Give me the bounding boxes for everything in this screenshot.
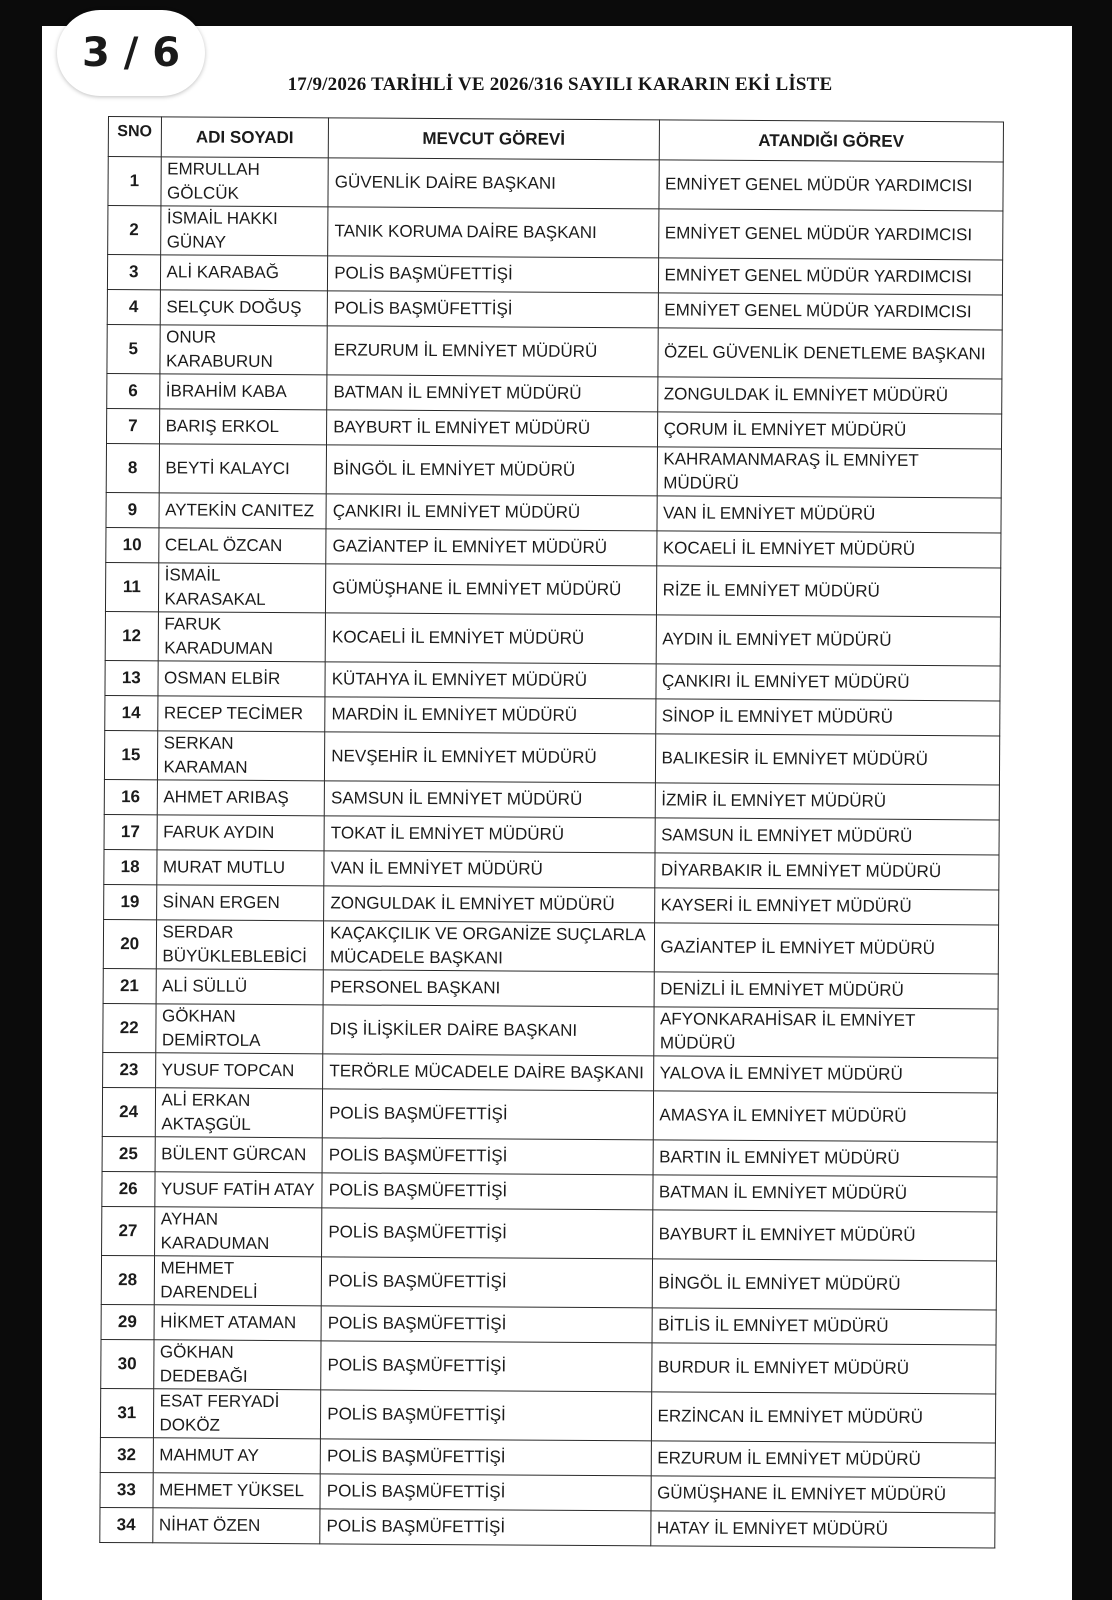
table-row [103,1003,998,1057]
table-row [106,527,1001,567]
cell-name: ONUR KARABURUN [159,325,327,375]
cell-name: CELAL ÖZCAN [158,528,326,564]
cell-name: SELÇUK DOĞUŞ [160,290,328,326]
cell-assigned-position: BURDUR İL EMNİYET MÜDÜRÜ [651,1343,996,1394]
cell-sno: 32 [100,1437,153,1472]
cell-name: AYHAN KARADUMAN [154,1207,322,1257]
cell-name: EMRULLAH GÖLCÜK [160,157,328,207]
cell-sno: 4 [107,289,160,324]
cell-name: RECEP TECİMER [157,696,325,732]
cell-name: FARUK AYDIN [157,815,325,851]
cell-current-position: VAN İL EMNİYET MÜDÜRÜ [324,851,655,888]
table-row [102,1087,997,1141]
cell-current-position: TOKAT İL EMNİYET MÜDÜRÜ [324,816,655,853]
table-row [102,1171,997,1211]
cell-current-position: ZONGULDAK İL EMNİYET MÜDÜRÜ [324,886,655,923]
cell-sno: 12 [105,611,158,660]
cell-assigned-position: SAMSUN İL EMNİYET MÜDÜRÜ [655,818,1000,855]
cell-sno: 9 [106,492,159,527]
cell-current-position: SAMSUN İL EMNİYET MÜDÜRÜ [324,781,655,818]
cell-assigned-position: KOCAELİ İL EMNİYET MÜDÜRÜ [656,531,1001,568]
table-row [105,611,1000,665]
cell-current-position: KÜTAHYA İL EMNİYET MÜDÜRÜ [325,662,656,699]
table-row [102,1206,997,1260]
table-row [103,1052,998,1092]
table-row [103,919,998,973]
cell-sno: 14 [105,695,158,730]
cell-assigned-position: ZONGULDAK İL EMNİYET MÜDÜRÜ [657,377,1002,414]
cell-sno: 21 [103,968,156,1003]
cell-current-position: POLİS BAŞMÜFETTİŞİ [320,1439,651,1476]
cell-name: MAHMUT AY [153,1438,321,1474]
table-row [100,1437,995,1477]
cell-assigned-position: SİNOP İL EMNİYET MÜDÜRÜ [655,699,1000,736]
cell-name: FARUK KARADUMAN [158,612,326,662]
cell-name: MEHMET YÜKSEL [153,1473,321,1509]
table-row [107,324,1002,378]
cell-current-position: BİNGÖL İL EMNİYET MÜDÜRÜ [326,445,657,496]
cell-name: ALİ SÜLLÜ [156,969,324,1005]
cell-current-position: POLİS BAŞMÜFETTİŞİ [322,1138,653,1175]
cell-sno: 3 [107,255,160,290]
page-counter-badge: 3 / 6 [57,10,205,96]
cell-current-position: KOCAELİ İL EMNİYET MÜDÜRÜ [325,613,656,664]
cell-sno: 11 [105,562,158,611]
column-header-assigned-position: ATANDIĞI GÖREV [659,120,1004,162]
cell-name: BÜLENT GÜRCAN [155,1137,323,1173]
cell-current-position: POLİS BAŞMÜFETTİŞİ [322,1208,653,1259]
table-row [108,157,1003,211]
cell-name: YUSUF TOPCAN [155,1053,323,1089]
cell-current-position: POLİS BAŞMÜFETTİŞİ [321,1341,652,1392]
cell-current-position: DIŞ İLİŞKİLER DAİRE BAŞKANI [323,1005,654,1056]
table-row [101,1255,996,1309]
cell-assigned-position: BATMAN İL EMNİYET MÜDÜRÜ [652,1175,997,1212]
cell-sno: 8 [106,443,159,492]
cell-current-position: POLİS BAŞMÜFETTİŞİ [321,1257,652,1308]
table-row [105,660,1000,700]
table-row [100,1388,995,1442]
cell-current-position: MARDİN İL EMNİYET MÜDÜRÜ [325,697,656,734]
cell-name: MEHMET DARENDELİ [154,1256,322,1306]
cell-current-position: POLİS BAŞMÜFETTİŞİ [321,1306,652,1343]
appointment-table [99,116,1004,1548]
cell-sno: 23 [103,1052,156,1087]
cell-sno: 25 [102,1136,155,1171]
cell-sno: 22 [103,1003,156,1052]
cell-name: YUSUF FATİH ATAY [154,1172,322,1208]
cell-name: AYTEKİN CANITEZ [159,493,327,529]
cell-name: BARIŞ ERKOL [159,409,327,445]
cell-sno: 15 [104,730,157,779]
document-title: 17/9/2026 TARİHLİ VE 2026/316 SAYILI KARARIN EKİ LİSTE [287,74,833,95]
table-row [105,695,1000,735]
table-row [103,968,998,1008]
cell-name: SİNAN ERGEN [156,885,324,921]
cell-assigned-position: GÜMÜŞHANE İL EMNİYET MÜDÜRÜ [650,1476,995,1513]
cell-name: MURAT MUTLU [156,850,324,886]
cell-sno: 27 [102,1206,155,1255]
cell-name: İSMAİL HAKKI GÜNAY [160,206,328,256]
cell-sno: 16 [104,779,157,814]
cell-sno: 17 [104,814,157,849]
cell-assigned-position: İZMİR İL EMNİYET MÜDÜRÜ [655,783,1000,820]
cell-assigned-position: VAN İL EMNİYET MÜDÜRÜ [656,496,1001,533]
cell-sno: 18 [104,849,157,884]
table-row [107,255,1002,295]
cell-current-position: POLİS BAŞMÜFETTİŞİ [320,1474,651,1511]
cell-current-position: TANIK KORUMA DAİRE BAŞKANI [328,207,659,258]
table-row [104,779,999,819]
cell-current-position: POLİS BAŞMÜFETTİŞİ [321,1390,652,1441]
cell-name: AHMET ARIBAŞ [157,780,325,816]
cell-name: NİHAT ÖZEN [152,1508,320,1544]
cell-assigned-position: KAHRAMANMARAŞ İL EMNİYET MÜDÜRÜ [657,447,1002,498]
cell-assigned-position: ÇANKIRI İL EMNİYET MÜDÜRÜ [655,664,1000,701]
cell-sno: 31 [100,1388,153,1437]
table-row [106,443,1001,497]
cell-assigned-position: EMNİYET GENEL MÜDÜR YARDIMCISI [658,160,1003,211]
cell-assigned-position: YALOVA İL EMNİYET MÜDÜRÜ [653,1056,998,1093]
cell-sno: 13 [105,660,158,695]
cell-assigned-position: AFYONKARAHİSAR İL EMNİYET MÜDÜRÜ [653,1007,998,1058]
table-row [106,408,1001,448]
cell-sno: 28 [101,1255,154,1304]
cell-name: OSMAN ELBİR [157,661,325,697]
cell-assigned-position: GAZİANTEP İL EMNİYET MÜDÜRÜ [654,923,999,974]
table-row [104,884,999,924]
cell-sno: 10 [106,527,159,562]
column-header-sno: SNO [108,117,161,157]
cell-assigned-position: ERZURUM İL EMNİYET MÜDÜRÜ [651,1441,996,1478]
cell-assigned-position: BARTIN İL EMNİYET MÜDÜRÜ [653,1140,998,1177]
table-row [100,1507,995,1547]
cell-assigned-position: EMNİYET GENEL MÜDÜR YARDIMCISI [658,209,1003,260]
cell-sno: 29 [101,1304,154,1339]
cell-current-position: ERZURUM İL EMNİYET MÜDÜRÜ [327,326,658,377]
cell-assigned-position: DİYARBAKIR İL EMNİYET MÜDÜRÜ [654,853,999,890]
cell-assigned-position: BALIKESİR İL EMNİYET MÜDÜRÜ [655,734,1000,785]
table-row [101,1304,996,1344]
table-row [106,492,1001,532]
cell-name: GÖKHAN DEDEBAĞI [153,1340,321,1390]
cell-assigned-position: AMASYA İL EMNİYET MÜDÜRÜ [653,1091,998,1142]
table-row [102,1136,997,1176]
cell-assigned-position: ÖZEL GÜVENLİK DENETLEME BAŞKANI [657,328,1002,379]
cell-current-position: POLİS BAŞMÜFETTİŞİ [322,1173,653,1210]
cell-sno: 7 [106,408,159,443]
cell-name: İSMAİL KARASAKAL [158,563,326,613]
cell-name: HİKMET ATAMAN [154,1305,322,1341]
cell-assigned-position: HATAY İL EMNİYET MÜDÜRÜ [650,1511,995,1548]
cell-assigned-position: RİZE İL EMNİYET MÜDÜRÜ [656,566,1001,617]
cell-assigned-position: BİTLİS İL EMNİYET MÜDÜRÜ [652,1308,997,1345]
table-row [100,1472,995,1512]
cell-sno: 5 [107,324,160,373]
cell-assigned-position: EMNİYET GENEL MÜDÜR YARDIMCISI [658,258,1003,295]
cell-name: BEYTİ KALAYCI [159,444,327,494]
cell-current-position: NEVŞEHİR İL EMNİYET MÜDÜRÜ [325,732,656,783]
cell-assigned-position: AYDIN İL EMNİYET MÜDÜRÜ [656,615,1001,666]
cell-name: GÖKHAN DEMİRTOLA [155,1004,323,1054]
cell-sno: 6 [107,373,160,408]
cell-assigned-position: DENİZLİ İL EMNİYET MÜDÜRÜ [654,972,999,1009]
cell-current-position: POLİS BAŞMÜFETTİŞİ [322,1089,653,1140]
cell-sno: 34 [100,1507,153,1542]
cell-current-position: POLİS BAŞMÜFETTİŞİ [328,256,659,293]
cell-assigned-position: KAYSERİ İL EMNİYET MÜDÜRÜ [654,888,999,925]
cell-sno: 20 [103,919,156,968]
cell-name: ALİ ERKAN AKTAŞGÜL [155,1088,323,1138]
cell-assigned-position: ERZİNCAN İL EMNİYET MÜDÜRÜ [651,1392,996,1443]
column-header-current-position: MEVCUT GÖREVİ [328,118,659,160]
cell-assigned-position: BAYBURT İL EMNİYET MÜDÜRÜ [652,1210,997,1261]
cell-current-position: GÜVENLİK DAİRE BAŞKANI [328,158,659,209]
cell-sno: 33 [100,1472,153,1507]
table-row [104,730,999,784]
table-row [107,289,1002,329]
cell-sno: 19 [104,884,157,919]
cell-sno: 30 [101,1339,154,1388]
table-header-row [108,117,1003,162]
table-row [105,562,1000,616]
cell-sno: 24 [102,1087,155,1136]
cell-assigned-position: ÇORUM İL EMNİYET MÜDÜRÜ [657,412,1002,449]
cell-name: SERKAN KARAMAN [157,731,325,781]
cell-current-position: KAÇAKÇILIK VE ORGANİZE SUÇLARLA MÜCADELE BAŞKANI [323,921,654,972]
cell-current-position: GAZİANTEP İL EMNİYET MÜDÜRÜ [326,529,657,566]
table-row [101,1339,996,1393]
cell-current-position: BATMAN İL EMNİYET MÜDÜRÜ [327,375,658,412]
cell-current-position: POLİS BAŞMÜFETTİŞİ [327,291,658,328]
cell-current-position: PERSONEL BAŞKANI [323,970,654,1007]
cell-name: ESAT FERYADİ DOKÖZ [153,1389,321,1439]
cell-name: SERDAR BÜYÜKLEBLEBİCİ [156,920,324,970]
table-row [108,206,1003,260]
cell-name: ALİ KARABAĞ [160,255,328,291]
cell-sno: 2 [108,206,161,255]
cell-name: İBRAHİM KABA [159,374,327,410]
column-header-name: ADI SOYADI [161,117,329,158]
cell-current-position: ÇANKIRI İL EMNİYET MÜDÜRÜ [326,494,657,531]
cell-sno: 1 [108,157,161,206]
cell-current-position: TERÖRLE MÜCADELE DAİRE BAŞKANI [323,1054,654,1091]
table-row [107,373,1002,413]
cell-current-position: BAYBURT İL EMNİYET MÜDÜRÜ [327,410,658,447]
table-row [104,814,999,854]
cell-sno: 26 [102,1171,155,1206]
cell-assigned-position: EMNİYET GENEL MÜDÜR YARDIMCISI [658,293,1003,330]
cell-current-position: POLİS BAŞMÜFETTİŞİ [320,1509,651,1546]
cell-current-position: GÜMÜŞHANE İL EMNİYET MÜDÜRÜ [326,564,657,615]
table-row [104,849,999,889]
cell-assigned-position: BİNGÖL İL EMNİYET MÜDÜRÜ [652,1259,997,1310]
